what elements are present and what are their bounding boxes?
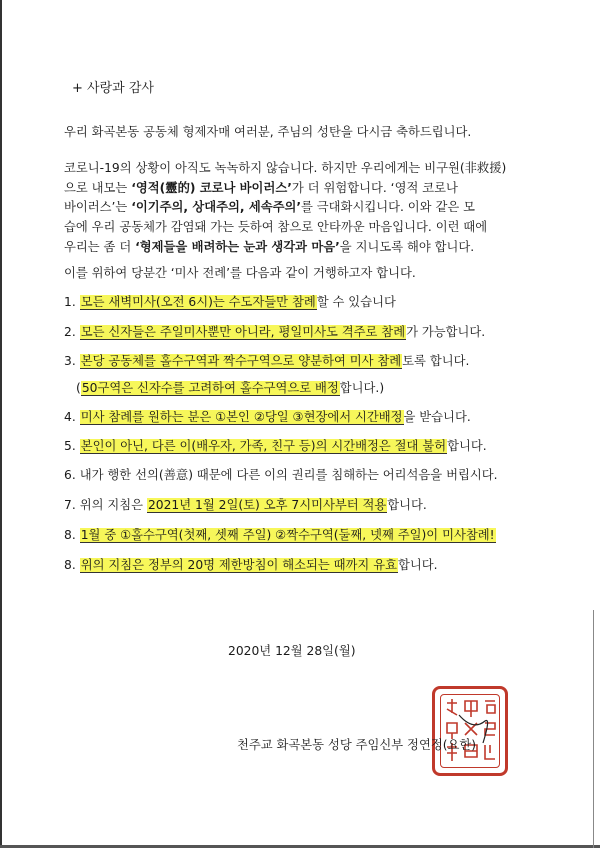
- guideline-item-3-note: [76, 380, 556, 396]
- para1-line2-c: 가 더 위험합니다. ‘영적 코로나: [291, 181, 458, 195]
- item-highlight: 모든 새벽미사(오전 6시)는 수도자들만 참례: [80, 295, 316, 309]
- item-rest: 합니다.: [397, 558, 438, 572]
- item-highlight: 50구역은 신자수를 고려하여 홀수구역으로 배정: [81, 381, 339, 395]
- scan-edge-left: [0, 0, 2, 848]
- item-rest: 토록 합니다.: [402, 354, 470, 368]
- item-rest: 합니다.: [447, 439, 487, 453]
- item-number: 4.: [64, 410, 76, 424]
- item-rest: 을 받습니다.: [403, 410, 471, 424]
- guideline-item-5: [64, 438, 544, 454]
- scan-edge-right: [593, 610, 594, 848]
- para1-line1: 코로니-19의 상황이 아직도 녹녹하지 않습니다. 하지만 우리에게는 비구원(非救援): [64, 161, 507, 175]
- para1-line3-c: 를 극대화시킵니다. 이와 같은 모: [301, 200, 475, 214]
- document-date: 2020년 12월 28일(월): [228, 644, 356, 658]
- item-highlight: 1월 중 ①홀수구역(첫째, 셋째 주일) ②짝수구역(둘째, 넷째 주일)이 미사참례!: [80, 528, 495, 542]
- seal-inner-border: [440, 694, 500, 768]
- para1-line2-a: 으로 내모는: [64, 181, 132, 195]
- item-number: 1.: [64, 295, 76, 309]
- guideline-item-3: [64, 353, 544, 369]
- item-highlight: 2021년 1월 2일(토) 오후 7시미사부터 적용: [147, 498, 387, 512]
- item-number: 5.: [64, 439, 76, 453]
- item-number: 7.: [64, 498, 76, 512]
- para1-line2: [64, 180, 544, 196]
- item-highlight: 본당 공동체를 홀수구역과 짝수구역으로 양분하여 미사 참례: [80, 354, 402, 368]
- item-rest: 합니다.: [387, 498, 427, 512]
- guideline-item-8a: [64, 527, 544, 543]
- priest-signature-line: 천주교 화곡본동 성당 주임신부 정연정(요한): [237, 738, 477, 752]
- guideline-item-4: [64, 409, 544, 425]
- item-number: 2.: [64, 325, 76, 339]
- official-seal-stamp: [432, 686, 508, 776]
- item-rest: 합니다.): [339, 381, 385, 395]
- para1-line5-c: 을 지니도록 해야 합니다.: [339, 240, 475, 254]
- section-heading: + 사랑과 감사: [72, 81, 154, 96]
- guideline-item-6: [64, 467, 544, 483]
- intro-text: 이를 위하여 당분간 ‘미사 전례’를 다음과 같이 거행하고자 합니다.: [64, 266, 416, 280]
- consideration-phrase: ‘형제들을 배려하는 눈과 생각과 마음’: [135, 240, 340, 254]
- guideline-item-1: [64, 294, 544, 310]
- item-number: 3.: [64, 354, 76, 368]
- para1-line5-a: 우리는 좀 더: [64, 240, 136, 254]
- guideline-item-8b: [64, 557, 544, 573]
- item-highlight: 본인이 아닌, 다른 이(배우자, 가족, 친구 등)의 시간배정은 절대 불허: [80, 439, 447, 453]
- para1-line3: [64, 199, 544, 215]
- item-rest: 내가 행한 선의(善意) 때문에 다른 이의 권리를 침해하는 어리석음을 버립시다.: [79, 468, 498, 482]
- item-number: 8.: [64, 558, 76, 572]
- item-prefix: (: [76, 381, 81, 395]
- item-highlight: 위의 지침은 정부의 20명 제한방침이 해소되는 때까지 유효: [80, 558, 397, 572]
- item-prefix: 위의 지침은: [79, 498, 147, 512]
- para1-line5: [64, 239, 544, 255]
- guideline-item-2: [64, 324, 544, 340]
- item-number: 8.: [64, 528, 76, 542]
- para1-line3-a: 바이러스’는: [64, 200, 132, 214]
- isms-phrase: ‘이기주의, 상대주의, 세속주의’: [131, 200, 302, 214]
- item-highlight: 미사 참례를 원하는 분은 ①본인 ②당일 ③현장에서 시간배정: [80, 410, 403, 424]
- item-rest: 가 가능합니다.: [406, 325, 486, 339]
- spiritual-virus-phrase: ‘영적(靈的) 코로나 바이러스’: [131, 181, 292, 195]
- greeting-text: 우리 화곡본동 공동체 형제자매 여러분, 주님의 성탄을 다시금 축하드립니다.: [64, 125, 472, 139]
- guideline-item-7: [64, 497, 544, 513]
- item-rest: 할 수 있습니다: [316, 295, 396, 309]
- item-number: 6.: [64, 468, 76, 482]
- para1-line4: 습에 우리 공동체가 감염돼 가는 듯하여 참으로 안타까운 마음입니다. 이런 때에: [64, 220, 488, 234]
- item-highlight: 모든 신자들은 주일미사뿐만 아니라, 평일미사도 격주로 참례: [80, 325, 406, 339]
- seal-glyphs: [441, 695, 501, 769]
